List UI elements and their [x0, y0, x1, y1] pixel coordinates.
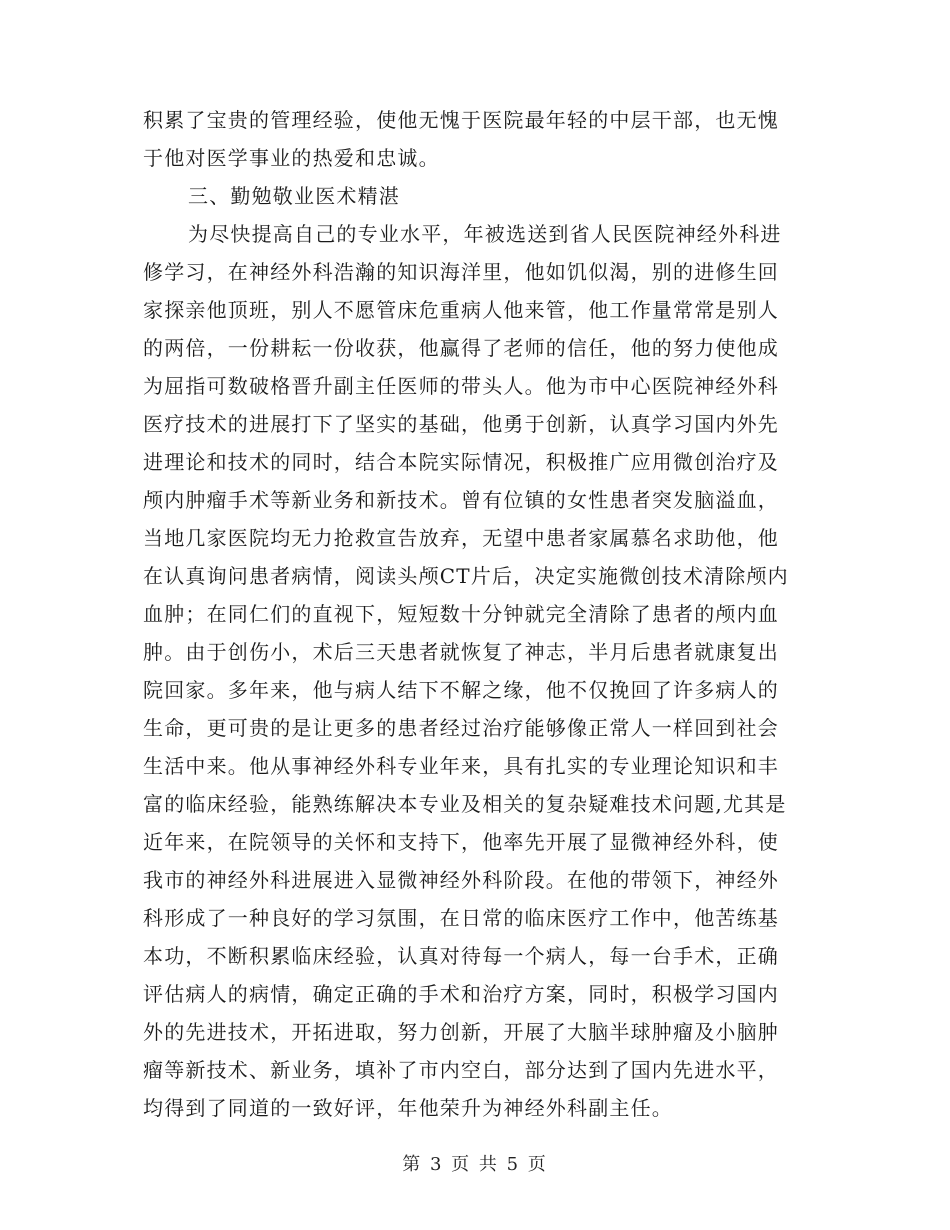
body-text-line: 评估病人的病情，确定正确的手术和治疗方案，同时，积极学习国内	[143, 982, 779, 1006]
body-text-line: 在认真询问患者病情，阅读头颅CT片后，决定实施微创技术清除颅内	[143, 564, 789, 588]
body-text-line: 修学习，在神经外科浩瀚的知识海洋里，他如饥似渴，别的进修生回	[143, 260, 779, 284]
body-text-line: 进理论和技术的同时，结合本院实际情况，积极推广应用微创治疗及	[143, 450, 779, 474]
body-text-line: 外的先进技术，开拓进取，努力创新，开展了大脑半球肿瘤及小脑肿	[143, 1020, 779, 1044]
body-text-line: 生活中来。他从事神经外科专业年来，具有扎实的专业理论知识和丰	[143, 754, 779, 778]
body-text-line: 当地几家医院均无力抢救宣告放弃，无望中患者家属慕名求助他，他	[143, 526, 779, 550]
body-text-line: 医疗技术的进展打下了坚实的基础，他勇于创新，认真学习国内外先	[143, 412, 779, 436]
section-heading: 三、勤勉敬业医术精湛	[188, 184, 400, 208]
body-text-line: 我市的神经外科进展进入显微神经外科阶段。在他的带领下，神经外	[143, 868, 779, 892]
body-text-line: 本功，不断积累临床经验，认真对待每一个病人，每一台手术，正确	[143, 944, 779, 968]
body-text-line: 为屈指可数破格晋升副主任医师的带头人。他为市中心医院神经外科	[143, 374, 779, 398]
body-text-line: 科形成了一种良好的学习氛围，在日常的临床医疗工作中，他苦练基	[143, 906, 779, 930]
body-text-line: 均得到了同道的一致好评，年他荣升为神经外科副主任。	[143, 1096, 673, 1120]
body-text-line: 家探亲他顶班，别人不愿管床危重病人他来管，他工作量常常是别人	[143, 298, 779, 322]
body-text-line: 积累了宝贵的管理经验，使他无愧于医院最年轻的中层干部，也无愧	[143, 108, 779, 132]
body-text-line: 院回家。多年来，他与病人结下不解之缘，他不仅挽回了许多病人的	[143, 678, 779, 702]
body-text-line: 于他对医学事业的热爱和忠诚。	[143, 146, 440, 170]
document-body	[143, 101, 807, 1127]
page-number-footer: 第 3 页 共 5 页	[402, 1154, 548, 1175]
body-text-line: 近年来，在院领导的关怀和支持下，他率先开展了显微神经外科，使	[143, 830, 779, 854]
body-text-line: 颅内肿瘤手术等新业务和新技术。曾有位镇的女性患者突发脑溢血，	[143, 488, 779, 512]
body-text-line: 血肿；在同仁们的直视下，短短数十分钟就完全清除了患者的颅内血	[143, 602, 779, 626]
body-text-line: 瘤等新技术、新业务，填补了市内空白，部分达到了国内先进水平，	[143, 1058, 779, 1082]
body-text-line: 肿。由于创伤小，术后三天患者就恢复了神志，半月后患者就康复出	[143, 640, 779, 664]
body-text-line: 的两倍，一份耕耘一份收获，他赢得了老师的信任，他的努力使他成	[143, 336, 779, 360]
body-text-line: 富的临床经验，能熟练解决本专业及相关的复杂疑难技术问题,尤其是	[143, 792, 787, 816]
body-text-line: 为尽快提高自己的专业水平，年被选送到省人民医院神经外科进	[188, 222, 782, 246]
body-text-line: 生命，更可贵的是让更多的患者经过治疗能够像正常人一样回到社会	[143, 716, 779, 740]
